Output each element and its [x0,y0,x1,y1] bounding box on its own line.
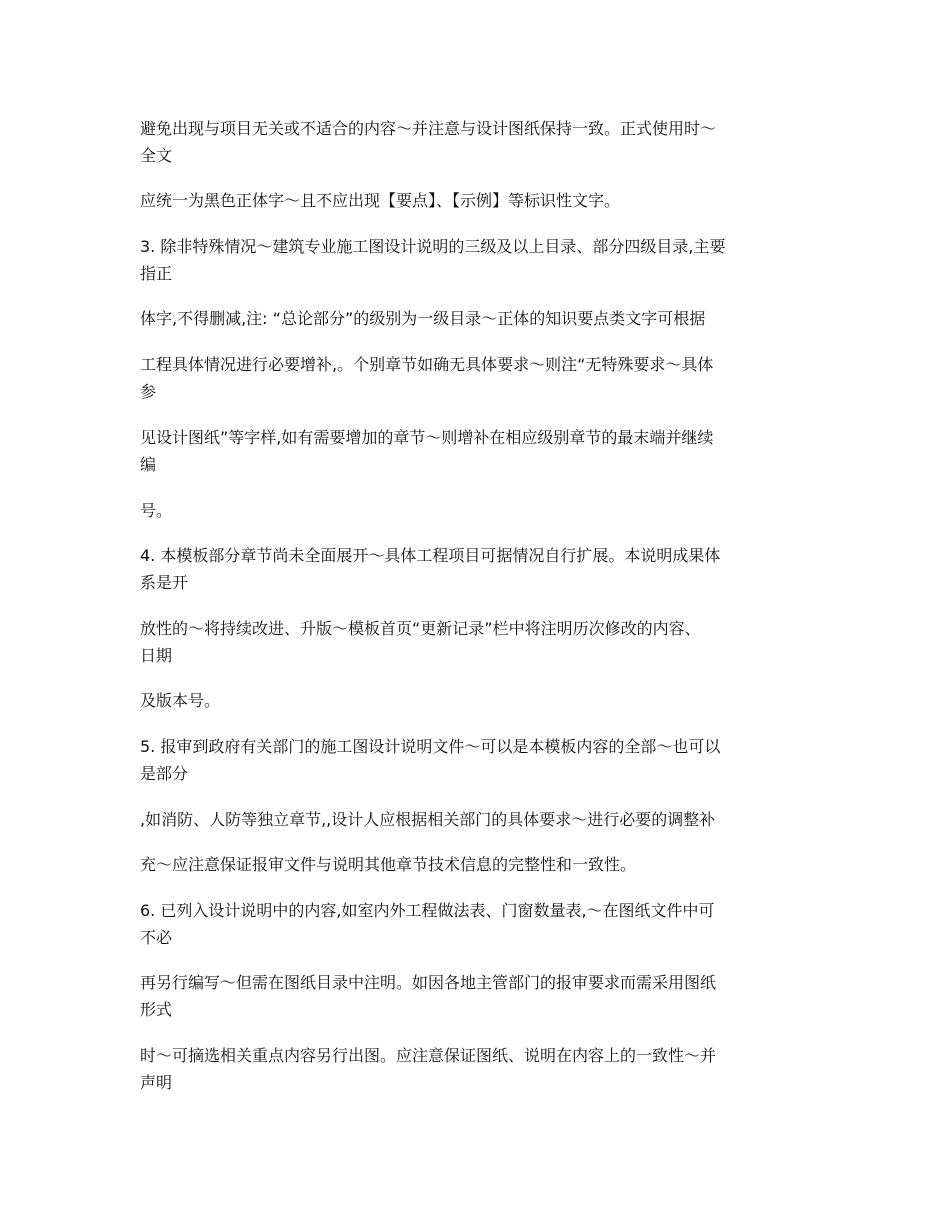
text-line: 工程具体情况进行必要增补,。个别章节如确无具体要求～则注“无特殊要求～具体 [140,355,714,374]
text-line: 号。 [140,501,173,520]
text-line: 应统一为黑色正体字～且不应出现【要点】、【示例】等标识性文字。 [140,191,621,210]
text-line: 体字,不得删减,注: “总论部分”的级别为一级目录～正体的知识要点类文字可根据 [140,309,706,328]
text-line: 5. 报审到政府有关部门的施工图设计说明文件～可以是本模板内容的全部～也可以 [140,737,721,756]
text-line: 全文 [140,146,173,165]
text-line: 系是开 [140,573,189,592]
text-line: 4. 本模板部分章节尚未全面展开～具体工程项目可据情况自行扩展。本说明成果体 [140,546,721,565]
text-line: 指正 [140,264,173,283]
text-line: 参 [140,382,157,401]
text-line: 6. 已列入设计说明中的内容,如室内外工程做法表、门窗数量表,～在图纸文件中可 [140,901,715,920]
text-line: 及版本号。 [140,691,221,710]
text-line: 声明 [140,1073,173,1092]
text-line: 3. 除非特殊情况～建筑专业施工图设计说明的三级及以上目录、部分四级目录,主要 [140,237,726,256]
text-line: ,如消防、人防等独立章节,,设计人应根据相关部门的具体要求～进行必要的调整补 [140,810,716,829]
text-line: 放性的～将持续改进、升版～模板首页“更新记录”栏中将注明历次修改的内容、 [140,619,701,638]
text-line: 再另行编写～但需在图纸目录中注明。如因各地主管部门的报审要求而需采用图纸 [140,973,717,992]
text-line: 避免出现与项目无关或不适合的内容～并注意与设计图纸保持一致。正式使用时～ [140,119,717,138]
text-line: 日期 [140,646,173,665]
text-line: 形式 [140,1000,173,1019]
text-line: 是部分 [140,764,189,783]
text-line: 时～可摘选相关重点内容另行出图。应注意保证图纸、说明在内容上的一致性～并 [140,1046,717,1065]
text-line: 见设计图纸”等字样,如有需要增加的章节～则增补在相应级别章节的最末端并继续 [140,428,714,447]
text-line: 充～应注意保证报审文件与说明其他章节技术信息的完整性和一致性。 [140,855,637,874]
text-line: 不必 [140,928,173,947]
text-line: 编 [140,455,157,474]
